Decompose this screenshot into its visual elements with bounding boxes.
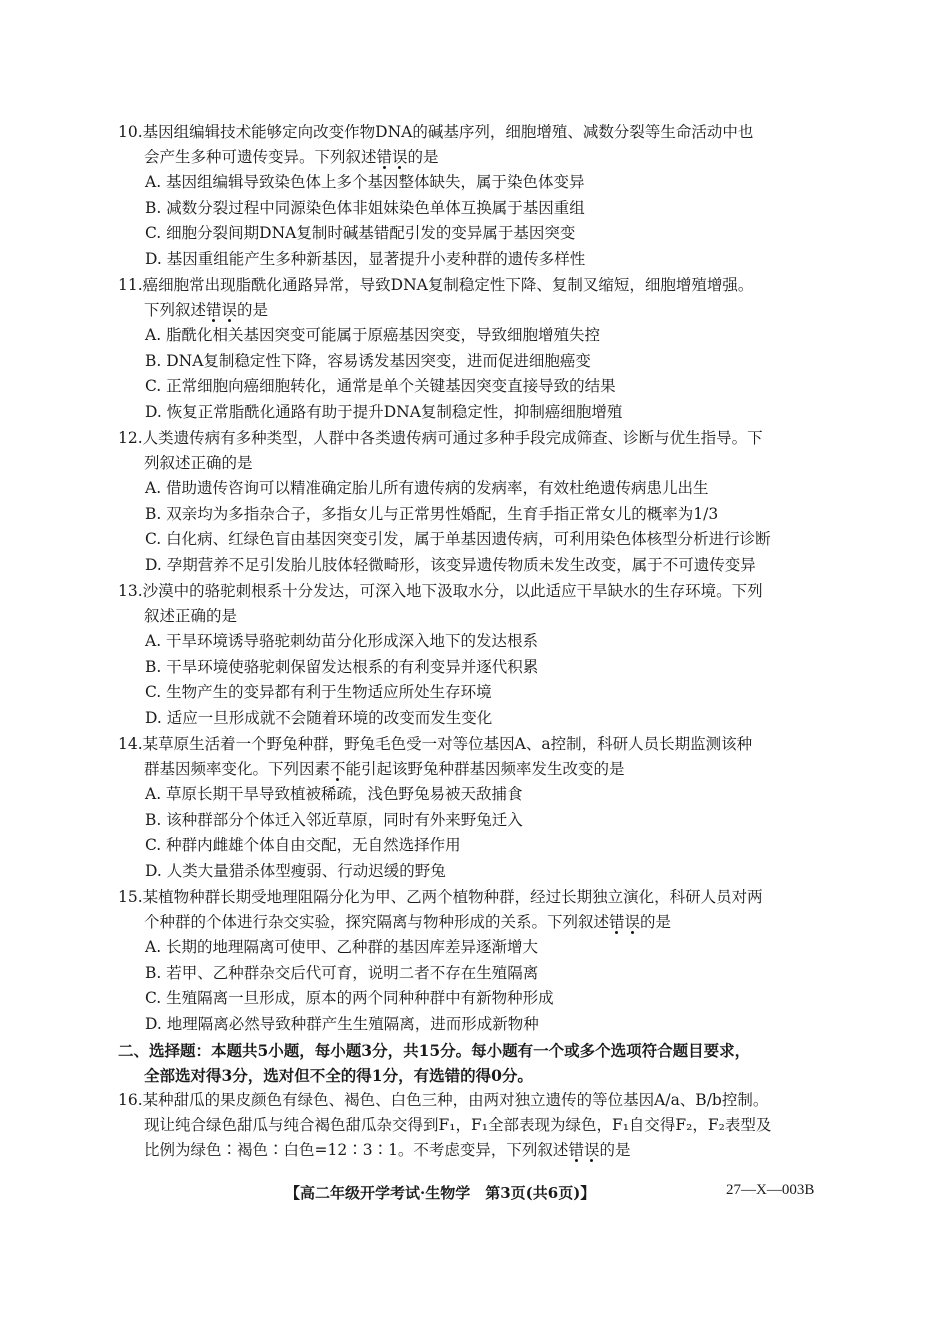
section-heading-line1: 二、选择题：本题共5小题，每小题3分，共15分。每小题有一个或多个选项符合题目要求，: [118, 1041, 751, 1060]
emphasis-char: 错: [206, 301, 222, 319]
option-c: C. 细胞分裂间期DNA复制时碱基错配引发的变异属于基因突变: [145, 224, 576, 242]
emphasis-mark: [568, 1141, 599, 1159]
question-stem-cont: 现让纯合绿色甜瓜与纯合褐色甜瓜杂交得到F₁，F₁全部表现为绿色，F₁自交得F₂，F₂表型及: [144, 1116, 772, 1134]
question-stem: 14.某草原生活着一个野兔种群，野兔毛色受一对等位基因A、a控制，科研人员长期监测该种: [118, 735, 753, 753]
option-d: D. 适应一旦形成就不会随着环境的改变而发生变化: [145, 708, 493, 727]
question-stem: 12.人类遗传病有多种类型，人群中各类遗传病可通过多种手段完成筛查、诊断与优生指导。下: [118, 429, 763, 447]
emphasis-mark: 不: [330, 760, 346, 778]
section-heading-line2: 全部选对得3分，选对但不全的得1分，有选错的得0分。: [144, 1066, 533, 1085]
question-12: [118, 426, 840, 578]
question-stem: 10.基因组编辑技术能够定向改变作物DNA的碱基序列，细胞增殖、减数分裂等生命活动中也: [118, 123, 754, 141]
emphasis-char: 误: [624, 913, 641, 931]
option-c: C. 正常细胞向癌细胞转化，通常是单个关键基因突变直接导致的结果: [145, 377, 616, 395]
question-11: [118, 273, 840, 425]
option-a: A. 长期的地理隔离可使甲、乙种群的基因库差异逐渐增大: [145, 938, 539, 956]
option-a: A. 草原长期干旱导致植被稀疏，浅色野兔易被天敌捕食: [145, 785, 523, 803]
question-stem: 11.癌细胞常出现脂酰化通路异常，导致DNA复制稳定性下降、复制叉缩短，细胞增殖增强。: [118, 276, 754, 294]
option-d: D. 人类大量猎杀体型瘦弱、行动迟缓的野兔: [145, 861, 446, 880]
option-b: B. 双亲均为多指杂合子，多指女儿与正常男性婚配，生育手指正常女儿的概率为1/3: [145, 504, 719, 523]
question-stem-end: 的是: [640, 913, 672, 931]
option-d: D. 基因重组能产生多种新基因，显著提升小麦种群的遗传多样性: [145, 249, 586, 268]
question-stem-cont: 下列叙述: [144, 301, 207, 319]
emphasis-mark: [609, 913, 640, 931]
question-16: [118, 1088, 840, 1163]
section-heading: [118, 1038, 840, 1088]
question-stem-cont: 叙述正确的是: [144, 607, 238, 625]
emphasis-mark: [377, 148, 408, 166]
option-a: A. 脂酰化相关基因突变可能属于原癌基因突变，导致细胞增殖失控: [145, 326, 601, 344]
option-d: D. 孕期营养不足引发胎儿肢体轻微畸形，该变异遗传物质未发生改变，属于不可遗传变异: [145, 555, 756, 574]
question-stem-cont2: 比例为绿色∶褐色∶白色=12∶3∶1。不考虑变异，下列叙述: [144, 1141, 569, 1159]
question-13: [118, 579, 840, 731]
footer-code: 27—X—003B: [726, 1182, 815, 1198]
option-b: B. 干旱环境使骆驼刺保留发达根系的有利变异并逐代积累: [145, 657, 539, 676]
option-c: C. 白化病、红绿色盲由基因突变引发，属于单基因遗传病，可利用染色体核型分析进行诊断: [145, 530, 771, 548]
question-stem-cont: 群基因频率变化。下列因素: [144, 760, 331, 778]
option-c: C. 生殖隔离一旦形成，原本的两个同种种群中有新物种形成: [145, 989, 554, 1007]
option-b: B. DNA复制稳定性下降，容易诱发基因突变，进而促进细胞癌变: [145, 351, 591, 370]
question-stem: 16.某种甜瓜的果皮颜色有绿色、褐色、白色三种，由两对独立遗传的等位基因A/a、B/b控制。: [118, 1091, 769, 1109]
question-stem-end: 能引起该野兔种群基因频率发生改变的是: [345, 760, 625, 778]
option-a: A. 借助遗传咨询可以精准确定胎儿所有遗传病的发病率，有效杜绝遗传病患儿出生: [145, 479, 709, 497]
question-stem-end: 的是: [599, 1141, 631, 1159]
emphasis-char: 错: [376, 148, 393, 166]
question-stem: 15.某植物种群长期受地理阻隔分化为甲、乙两个植物种群，经过长期独立演化，科研人员对两: [118, 888, 763, 906]
emphasis-char: 错: [609, 913, 625, 931]
option-d: D. 地理隔离必然导致种群产生生殖隔离，进而形成新物种: [145, 1014, 539, 1033]
question-stem-cont: 列叙述正确的是: [144, 454, 253, 472]
question-stem-cont: 会产生多种可遗传变异。下列叙述: [144, 148, 377, 166]
question-stem-cont: 个种群的个体进行杂交实验，探究隔离与物种形成的关系。下列叙述: [144, 913, 610, 931]
emphasis-char: 误: [221, 301, 238, 319]
footer-title: 【高二年级开学考试·生物学 第3页(共6页)】: [285, 1184, 596, 1202]
emphasis-mark: [206, 301, 237, 319]
emphasis-char: 错: [568, 1141, 584, 1159]
question-stem: 13.沙漠中的骆驼刺根系十分发达，可深入地下汲取水分，以此适应干旱缺水的生存环境。下列: [118, 582, 763, 600]
option-c: C. 生物产生的变异都有利于生物适应所处生存环境: [145, 683, 492, 701]
option-b: B. 减数分裂过程中同源染色体非姐妹染色单体互换属于基因重组: [145, 198, 585, 217]
emphasis-char: 误: [583, 1141, 600, 1159]
page-content: [118, 120, 840, 1164]
question-10: [118, 120, 840, 272]
option-a: A. 基因组编辑导致染色体上多个基因整体缺失，属于染色体变异: [145, 173, 585, 191]
question-stem-end: 的是: [237, 301, 269, 319]
option-b: B. 若甲、乙种群杂交后代可育，说明二者不存在生殖隔离: [145, 963, 539, 982]
question-stem-end: 的是: [407, 148, 439, 166]
option-a: A. 干旱环境诱导骆驼刺幼苗分化形成深入地下的发达根系: [145, 632, 539, 650]
option-b: B. 该种群部分个体迁入邻近草原，同时有外来野兔迁入: [145, 810, 523, 829]
question-14: [118, 732, 840, 884]
option-c: C. 种群内雌雄个体自由交配，无自然选择作用: [145, 836, 461, 854]
question-15: [118, 885, 840, 1037]
emphasis-char: 误: [392, 148, 408, 166]
option-d: D. 恢复正常脂酰化通路有助于提升DNA复制稳定性，抑制癌细胞增殖: [145, 402, 623, 421]
